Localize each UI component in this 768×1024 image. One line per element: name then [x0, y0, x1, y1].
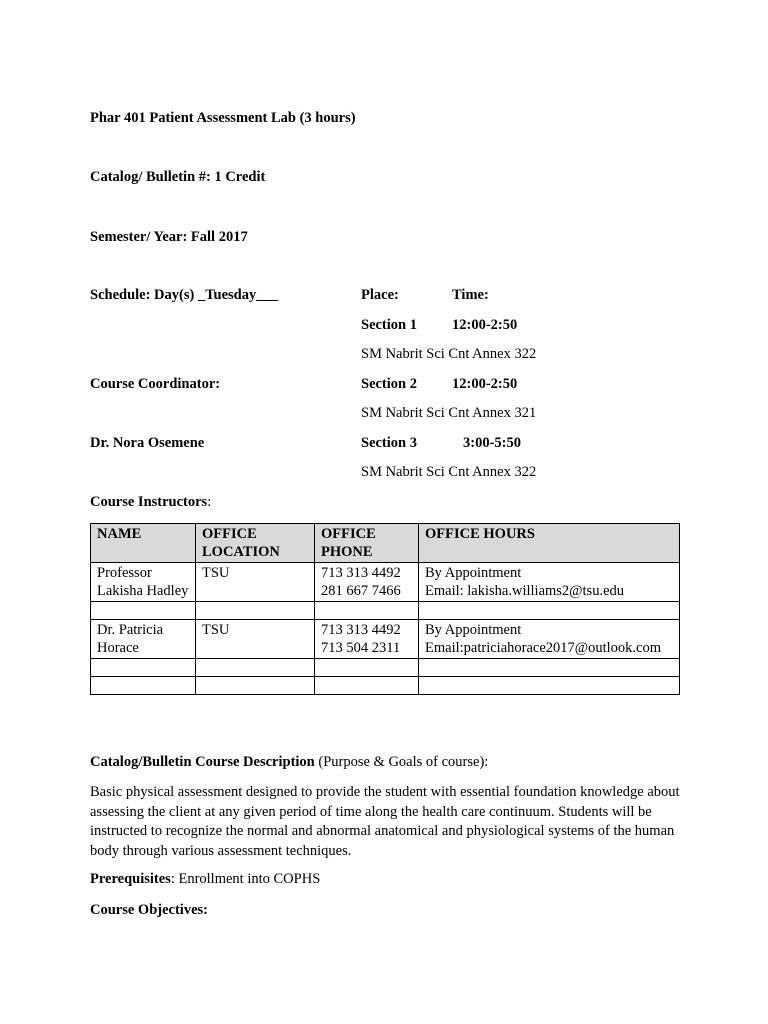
empty-cell — [315, 602, 419, 620]
instructor-phone — [315, 563, 419, 602]
instructors-heading-colon: : — [207, 494, 212, 510]
coordinator-label: Course Coordinator: — [90, 376, 221, 392]
column-header-office-location: OFFICE LOCATION — [196, 524, 315, 563]
description-heading — [90, 754, 488, 771]
section-time: 12:00-2:50 — [452, 376, 518, 392]
objectives-heading: Course Objectives: — [90, 902, 208, 918]
semester-year: Semester/ Year: Fall 2017 — [90, 229, 248, 245]
schedule-days: Schedule: Day(s) _Tuesday___ — [90, 287, 278, 303]
empty-cell — [91, 677, 196, 695]
instructor-phone — [315, 620, 419, 659]
instructor-hours — [419, 563, 680, 602]
empty-cell — [91, 659, 196, 677]
section-name: Section 2 — [361, 376, 417, 392]
instructor-location: TSU — [196, 563, 315, 602]
column-header-name: NAME — [91, 524, 196, 563]
phone-primary: 713 313 4492 — [321, 565, 401, 581]
table-row — [91, 620, 680, 659]
phone-primary: 713 313 4492 — [321, 622, 401, 638]
catalog-credit: Catalog/ Bulletin #: 1 Credit — [90, 169, 266, 185]
prerequisites-value: : Enrollment into COPHS — [170, 871, 321, 887]
time-label: Time: — [452, 287, 489, 303]
description-heading-text: Catalog/Bulletin Course Description — [90, 754, 315, 770]
table-row-empty — [91, 659, 680, 677]
hours-text: By Appointment — [425, 622, 522, 638]
email-text: Email: lakisha.williams2@tsu.edu — [425, 583, 625, 599]
instructors-heading — [90, 494, 211, 511]
instructor-name: Dr. Patricia Horace — [91, 620, 196, 659]
section-name: Section 3 — [361, 435, 417, 451]
place-label: Place: — [361, 287, 399, 303]
instructor-hours — [419, 620, 680, 659]
empty-cell — [315, 677, 419, 695]
empty-cell — [419, 677, 680, 695]
email-text: Email:patriciahorace2017@outlook.com — [425, 640, 662, 656]
course-title: Phar 401 Patient Assessment Lab (3 hours) — [90, 110, 356, 126]
empty-cell — [196, 677, 315, 695]
phone-secondary: 281 667 7466 — [321, 583, 401, 599]
table-row-empty — [91, 602, 680, 620]
coordinator-name: Dr. Nora Osemene — [90, 435, 205, 451]
section-name: Section 1 — [361, 317, 417, 333]
description-body: Basic physical assessment designed to provide the student with essential foundation knowledge about assessing the client at any given period of time along the health care continuum. Students will be instructed to recognize the normal and abnormal anatomical and physiological systems of the human body through various assessment techniques. — [90, 784, 680, 859]
table-header-row — [91, 524, 680, 563]
section-room: SM Nabrit Sci Cnt Annex 321 — [361, 405, 537, 421]
column-header-office-hours: OFFICE HOURS — [419, 524, 680, 563]
table-row-empty — [91, 677, 680, 695]
instructors-heading-text: Course Instructors — [90, 494, 208, 510]
description-heading-suffix: (Purpose & Goals of course): — [314, 754, 489, 770]
prerequisites-label: Prerequisites — [90, 871, 171, 887]
empty-cell — [419, 659, 680, 677]
table-row — [91, 563, 680, 602]
empty-cell — [91, 602, 196, 620]
section-time: 3:00-5:50 — [463, 435, 521, 451]
empty-cell — [419, 602, 680, 620]
instructors-table — [90, 523, 680, 695]
instructor-location: TSU — [196, 620, 315, 659]
empty-cell — [315, 659, 419, 677]
instructor-name: Professor Lakisha Hadley — [91, 563, 196, 602]
hours-text: By Appointment — [425, 565, 522, 581]
empty-cell — [196, 602, 315, 620]
phone-secondary: 713 504 2311 — [321, 640, 401, 656]
column-header-office-phone: OFFICE PHONE — [315, 524, 419, 563]
section-time: 12:00-2:50 — [452, 317, 518, 333]
empty-cell — [196, 659, 315, 677]
section-room: SM Nabrit Sci Cnt Annex 322 — [361, 464, 537, 480]
section-room: SM Nabrit Sci Cnt Annex 322 — [361, 346, 537, 362]
prerequisites — [90, 871, 320, 888]
